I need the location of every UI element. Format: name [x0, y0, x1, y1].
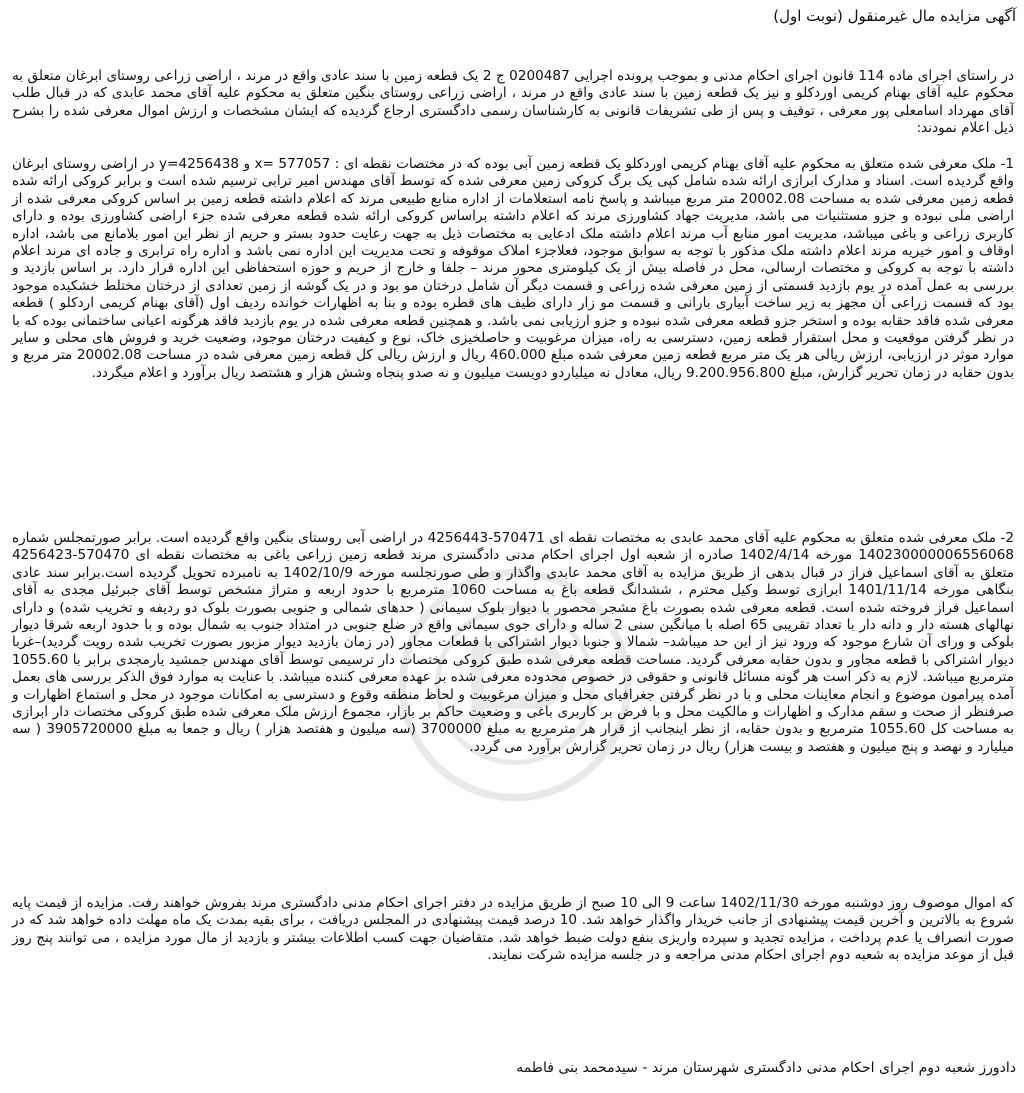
property-2-paragraph: 2- ملک معرفی شده متعلق به محکوم علیه آقای محمد عابدی به مختصات نقطه ای 570471-4256443 در اراضی آبی روستای بنگین واقع گردیده است. برابر صورتمجلس شماره 140230000006556068 مورخه 1402/4/14 صادره از شعبه اول اجرای احکام مدنی دادگستری مرند قطعه زمین زراعی باغی به مختصات نقطه ای 570470-4256423 متعلق به آقای اسماعیل فراز در قبال بدهی از طریق مزایده به آقای محمد عابدی واگذار و طی صورتجلسه مورخه 1402/10/9 به نامبرده تحویل گردیده است.برابر سند عادی بنگاهی مورخه 1401/11/14 ابرازی توسط وکیل محترم ، ششدانگ قطعه باغ به مساحت 1060 مترمربع با حدود اربعه و متراژ مشخص توسط آقای جبرئیل مجدی به آقای اسماعیل فراز فروخته شده است. قطعه معرفی شده بصورت باغ مشجر محصور با دیوار بلوک سیمانی ( حدهای شمالی و جنوبی بصورت بلوک دو ردیفه و تخریب شده) و دارای نهالهای هسته دار و دانه دار با تعداد تقریبی 65 اصله با میانگین سنی 2 ساله و دارای جوی سیمانی واقع در ضلع جنوبی در امتداد جنوب به شمال بوده و با حدود اربعه شرقا دیوار بلوکی و ورای آن شارع موجود که ورود نیز از این حد میباشد– شمالا و جنوبا دیوار اشتراکی با قطعات مجاور (در زمان بازدید دیوار مزبور بصورت تخریب شده رویت گردید)–غربا دیوار اشتراکی با قطعه مجاور و بدون حقابه معرفی گردید. مساحت قطعه معرفی شده طبق کروکی مختصات دار ترسیمی توسط آقای مهندس جمشید یارمجدی برابر با 1055.60 مترمربع میباشد. لازم به ذکر است هر گونه مسائل قانونی و حقوقی در خصوص محدوده معرفی شده بر عهده معرفی کننده میباشد. با عنایت به موارد فوق الذکر بررسی های بعمل آمده پیرامون موضوع و انجام معاینات محلی و با در نظر گرفتن جغرافیای محل و میزان مرغوبیت و لحاظ منطقه وقوع و دسترسی به امکانات موجود در محل و استماع اظهارات و صرفنظر از صحت و سقم مدارک و اظهارات و مالکیت محل و با فرض بر کاربری باغی و وضعیت حاکم بر بازار، مجموع ارزش ملک معرفی شده طبق کروکی مختصات دار ابرازی به مساحت کل 1055.60 مترمربع و بدون حقابه، از نظر اینجانب از قرار هر مترمربع به مبلغ 3700000 (سه میلیون و هفتصد هزار ) ریال و جمعا به مبلغ 3905720000 ( سه میلیارد و نهصد و پنج میلیون و هفتصد و بیست هزار) ریال در زمان تحریر گزارش برآورد می گردد. — [12, 530, 1015, 755]
notice-title: آگهی مزایده مال غیرمنقول (نوبت اول) — [773, 7, 1016, 25]
intro-paragraph: در راستای اجرای ماده 114 قانون اجرای احکام مدنی و بموجب پرونده اجرایی 0200487 ج 2 یک قطعه زمین با سند عادی واقع در مرند ، اراضی زراعی روستای ابرغان متعلق به محکوم علیه آقای بهنام کریمی اوردکلو و نیز یک قطعه زمین با سند عادی واقع در مرند ، اراضی زراعی روستای بنگین متعلق به محکوم علیه آقای محمد عابدی که در قبال طلب آقای مهرداد اسامعلی پور معرفی ، توقیف و پس از طی تشریفات قانونی به کارشناسان رسمی دادگستری ارجاع گردیده که ایشان مشخصات و ارزش اموال معرفی شده را بشرح ذیل اعلام نمودند: — [12, 68, 1014, 137]
signature-line: دادورز شعبه دوم اجرای احکام مدنی دادگستری شهرستان مرند - سیدمحمد بنی فاطمه — [516, 1060, 1016, 1076]
property-1-paragraph: 1- ملک معرفی شده متعلق به محکوم علیه آقای بهنام کریمی اوردکلو یک قطعه زمین آبی بوده که در مختصات نقطه ای : 577057 =x و y=4256438 در اراضی روستای ابرغان واقع گردیده است. اسناد و مدارک ابرازی ارائه شده شامل کپی یک برگ کروکی زمین معرفی شده که توسط آقای مهندس امیر ترابی ترسیم شده است و برابر کروکی ارائه شده قطعه زمین معرفی شده به مساحت 20002.08 متر مربع میباشد و پاسخ نامه استعلامات از اداره منابع طبیعی مرند که اعلام داشته قطعه زمین بر اساس کروکی معرفی شده از اراضی ملی نبوده و جزو مستثنیات می باشد، مدیریت جهاد کشاورزی مرند که اعلام داشته براساس کروکی ارائه شده قطعه معرفی شده جزء اراضی کشاورزی بوده و دارای کاربری زراعی و باغی میباشد، مدیریت امور منابع آب مرند اعلام داشته ملک ادعایی به مختصات ذیل به جهت رعایت حدود بستر و حریم از نظر این امور بلامانع می باشد، اداره اوقاف و امور خیریه مرند اعلام داشته ملک مذکور با توجه به سوابق موجود، فعلاجزء املاک موقوفه و تحت مدیریت این اداره نمی باشد و اداره راه ترابری و جاده ای مرند اعلام داشته با توجه به کروکی و مختصات ارسالی، محل در فاصله بیش از یک کیلومتری محور مرند – جلفا و خارج از حریم و حوزه استحفاظی این اداره قرار دارد. بر اساس بازدید و بررسی به عمل آمده در یوم بازدید قسمتی از زمین معرفی شده زراعی و قسمت دیگر آن شامل درختان مو بود و در یک گوشه از زمین تعدادی از درختان مختلط خشکیده موجود بود که قسمت زراعی آن مجهز به زیر ساخت آبیاری بارانی و قسمت مو زار دارای طیف های قطره بوده و بنا به اظهارات خوانده ردیف اول (آقای بهنام کریمی اردکلو ) قطعه معرفی شده فاقد حقابه بوده و استخر جزو قطعه معرفی شده نبوده و جزو ارزیابی نمی باشد. و همچنین قطعه معرفی شده در یوم بازدید فاقد هرگونه اعیانی ساختمانی بوده که با در نظر گرفتن موقعیت و محل استقرار قطعه زمین، دسترسی به راه، میزان مرغوبیت و حاصلخیزی خاک، نوع و کیفیت درختان موجود، وضعیت خرید و فروش های محلی و سایر موارد موثر در ارزیابی، ارزش ریالی هر یک متر مربع قطعه زمین معرفی شده مبلغ 460.000 ریال و ارزش ریالی کل قطعه زمین معرفی شده در مساحت 20002.08 متر مربع و بدون حقابه در زمان تحریر گزارش، مبلغ 9.200.956.800 ریال، معادل نه میلیاردو دویست میلیون و نه صدو پنجاه وشش هزار و هشتصد ریال برآورد و اعلام میگردد. — [12, 156, 1015, 381]
auction-terms-paragraph: که اموال موصوف روز دوشنبه مورخه 1402/11/30 ساعت 9 الی 10 صبح از طریق مزایده در دفتر اجرای احکام مدنی دادگستری مرند بفروش خواهند رفت. مزایده از قیمت پایه شروع به بالاترین و آخرین قیمت پیشنهادی از جانب خریدار واگذار خواهد شد. 10 درصد قیمت پیشنهادی در المجلس دریافت ، برای بقیه بمدت یک ماه مهلت داده خواهد شد که در صورت انصراف یا عدم پرداخت ، مزایده تجدید و سپرده واریزی بنفع دولت ضبط خواهد شد. متقاضیان جهت کسب اطلاعات بیشتر و بازدید از مال مورد مزایده ، می توانند پنج روز قبل از موعد مزایده به شعبه دوم اجرای احکام مدنی مراجعه و در جلسه مزایده شرکت نمایند. — [12, 895, 1014, 964]
